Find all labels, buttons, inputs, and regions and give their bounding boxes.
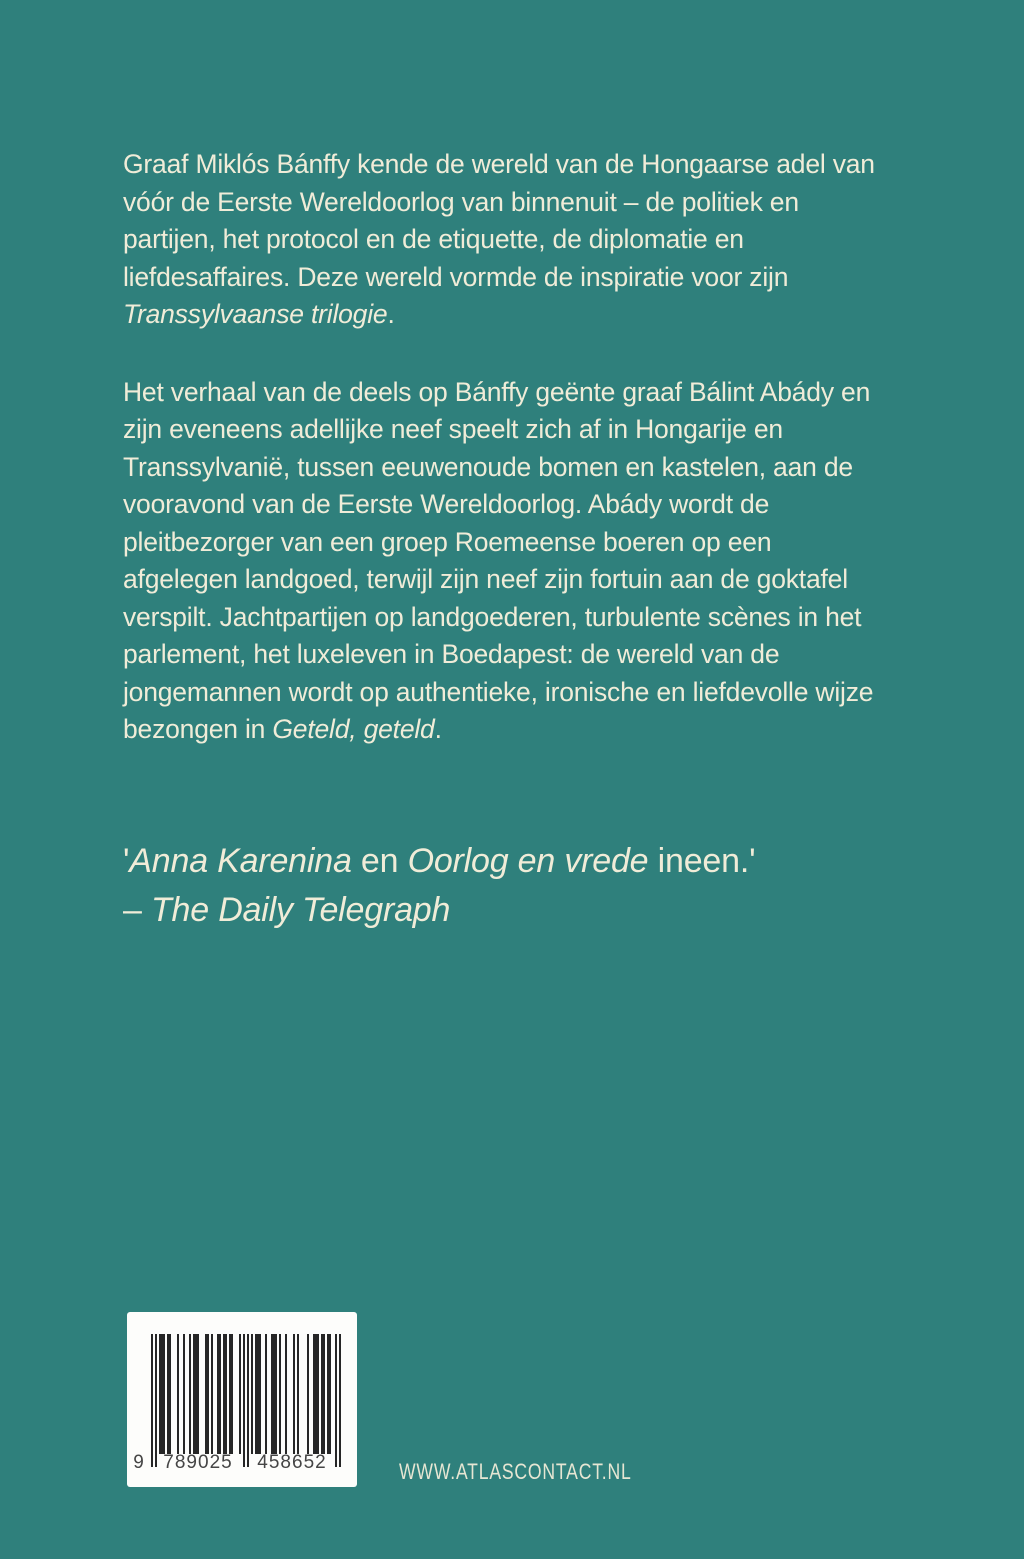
text-segment: ineen.' –: [123, 841, 756, 929]
text-segment: en: [351, 841, 408, 880]
barcode-digit-first: 9: [133, 1452, 145, 1473]
italic-text-segment: Geteld, geteld: [272, 714, 435, 744]
barcode-bar-module: [339, 1334, 341, 1467]
publisher-website-url: WWW.ATLASCONTACT.NL: [399, 1459, 632, 1484]
italic-text-segment: Anna Karenina: [129, 841, 352, 880]
press-quote: [123, 837, 778, 935]
text-segment: .: [387, 299, 395, 329]
text-segment: Graaf Miklós Bánffy kende de wereld van de Hongaarse adel van vóór de Eerste Wereldoorlog van binnenuit – de politiek en partijen, het protocol en de etiquette, de diplomatie en liefdesaffaires. Deze wereld vormde de inspiratie voor zijn: [123, 149, 875, 292]
back-cover-copy: [123, 146, 891, 935]
blurb-paragraph-2: [123, 374, 891, 749]
barcode-bars: [151, 1334, 341, 1467]
barcode-digit-group2: 458652: [257, 1452, 327, 1473]
text-segment: .: [434, 714, 442, 744]
blurb-paragraph-1: [123, 146, 891, 334]
text-segment: ': [123, 841, 130, 880]
isbn-barcode-card: [127, 1312, 357, 1487]
italic-text-segment: Oorlog en vrede: [407, 841, 649, 880]
text-segment: Het verhaal van de deels op Bánffy geënte graaf Bálint Abády en zijn eveneens adellijke neef speelt zich af in Hongarije en Transsylvanië, tussen eeuwenoude bomen en kastelen, aan de vooravond van de Eerste Wereldoorlog. Abády wordt de pleitbezorger van een groep Roemeense boeren op een afgelegen landgoed, terwijl zijn neef zijn fortuin aan de goktafel verspilt. Jachtpartijen op landgoederen, turbulente scènes in het parlement, het luxeleven in Boedapest: de wereld van de jongemannen wordt op authentieke, ironische en liefdevolle wijze bezongen in: [123, 376, 874, 744]
italic-text-segment: Transsylvaanse trilogie: [123, 299, 388, 329]
italic-text-segment: The Daily Telegraph: [150, 890, 451, 929]
barcode-digit-group1: 789025: [163, 1452, 233, 1473]
